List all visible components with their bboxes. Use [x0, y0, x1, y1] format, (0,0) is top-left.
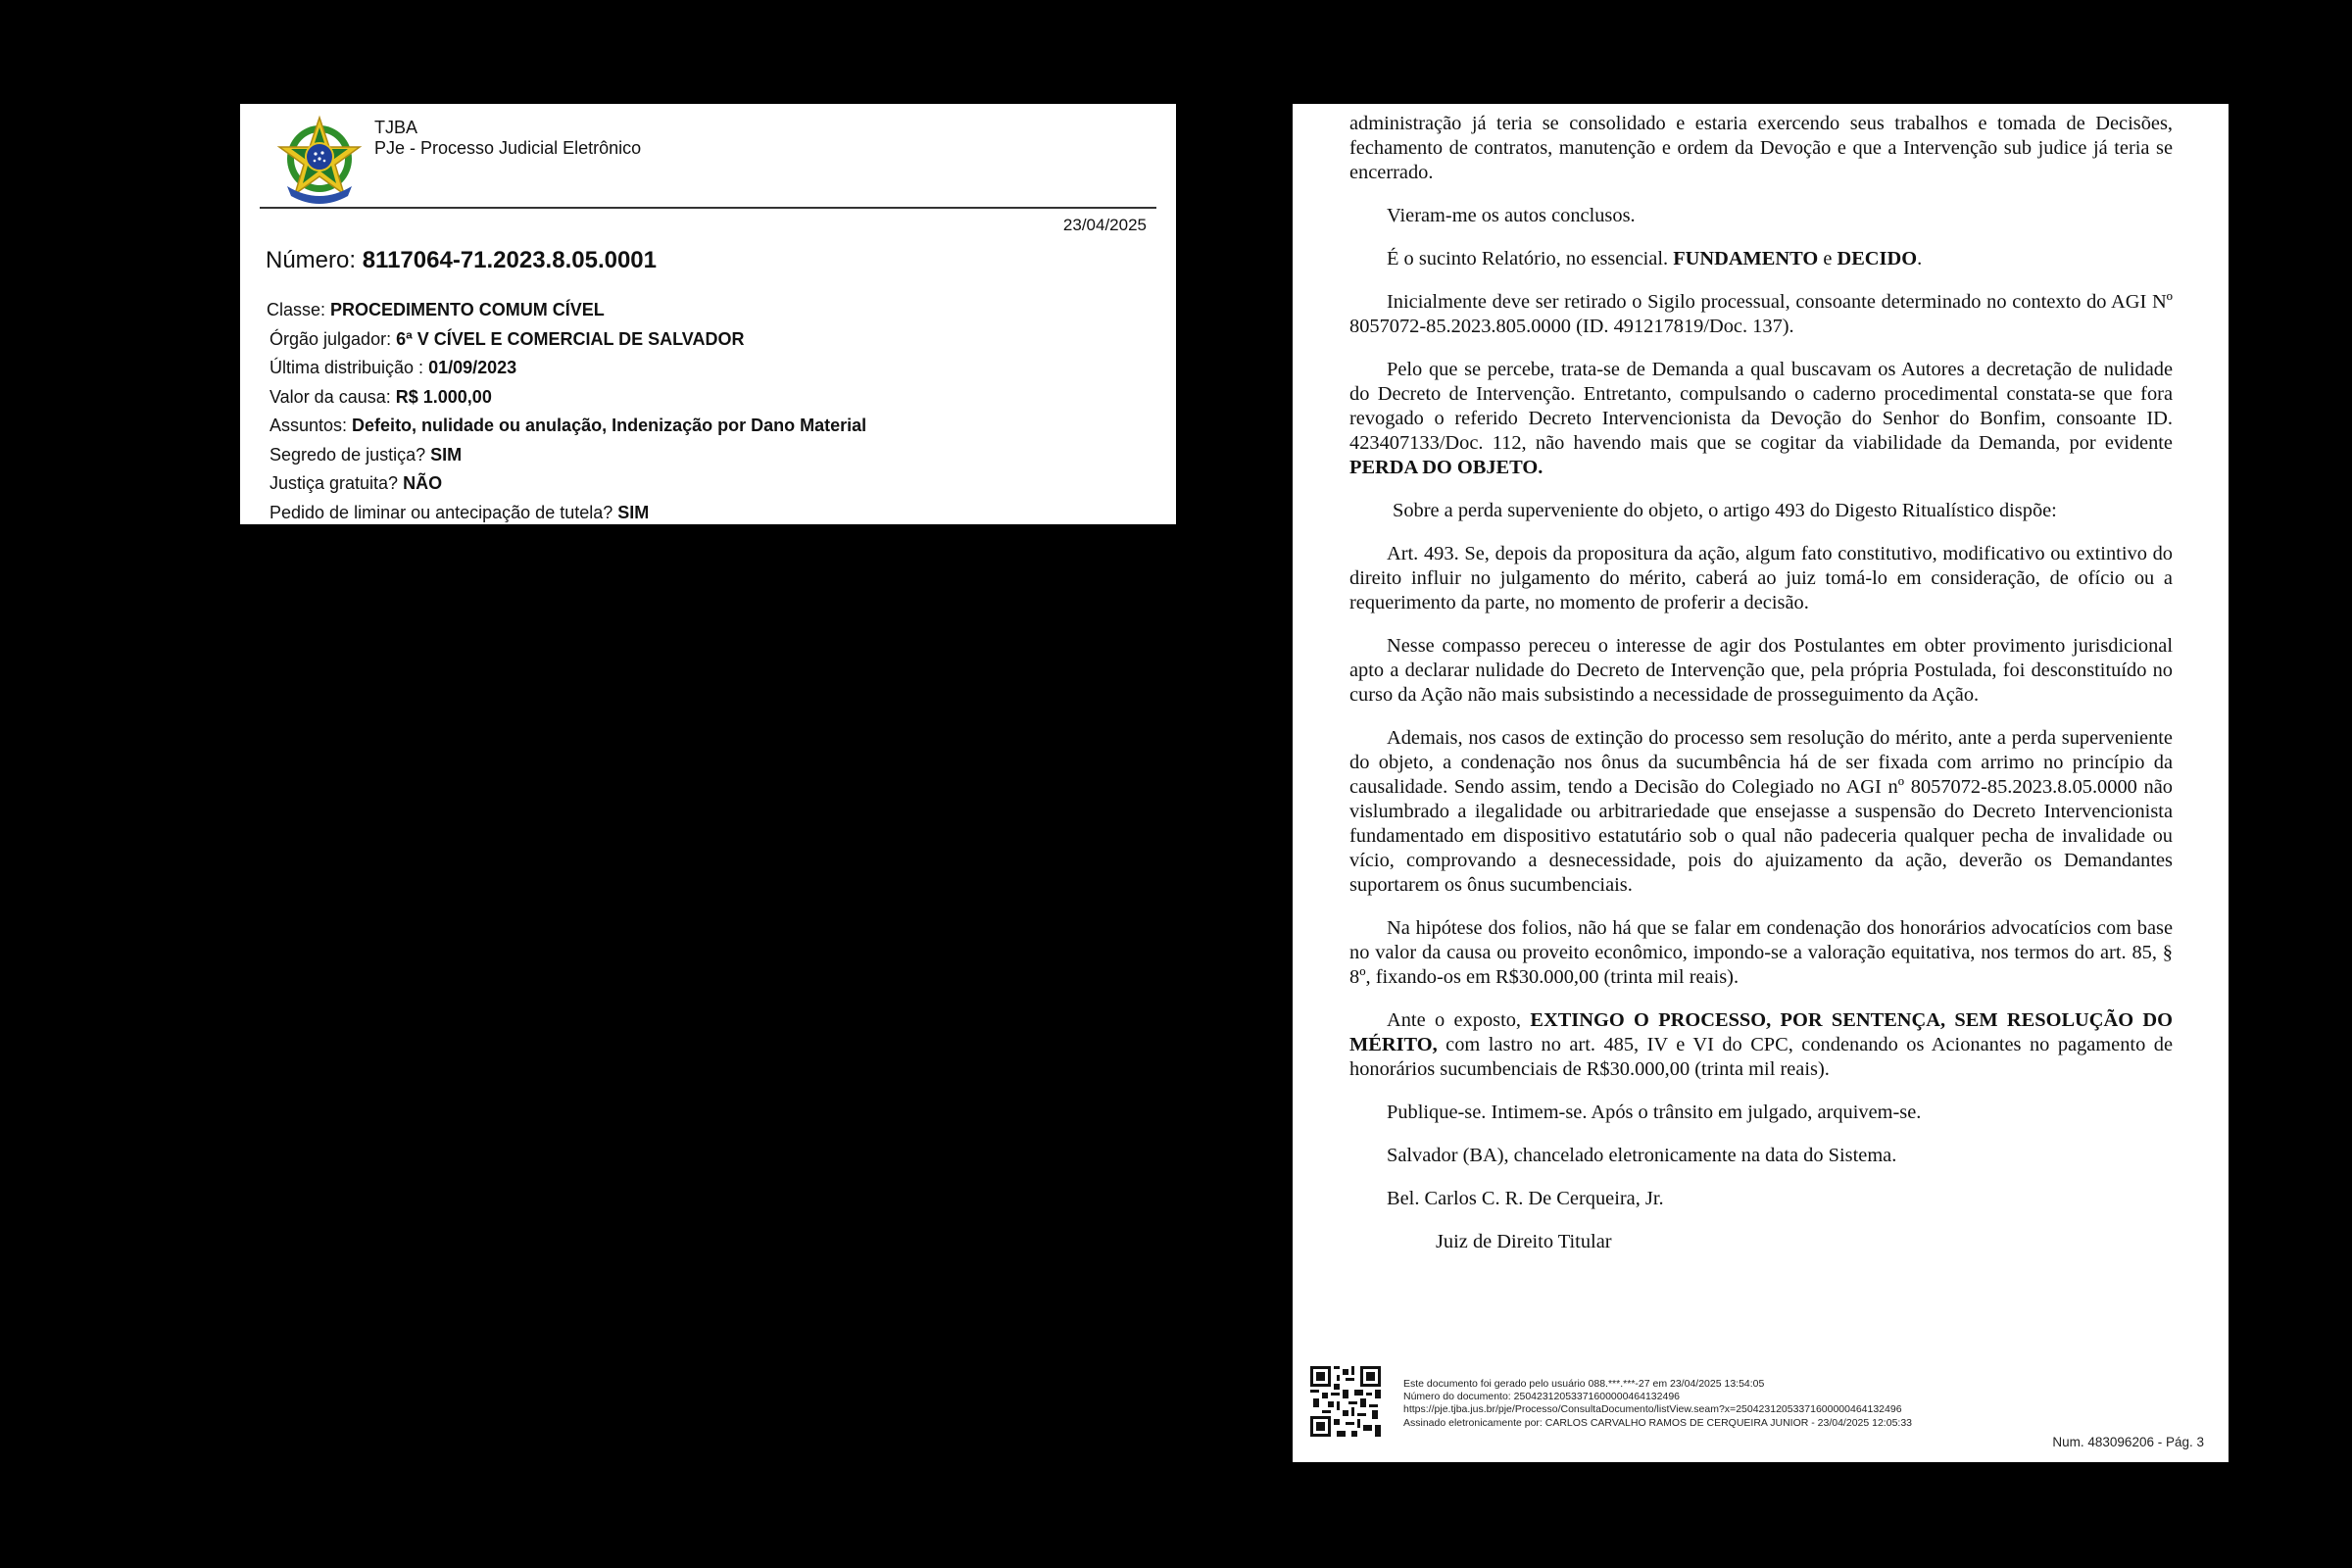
- paragraph: [1349, 247, 2173, 271]
- field-label: Justiça gratuita?: [270, 473, 404, 493]
- sentence-body: [1349, 112, 2173, 1273]
- field-value: R$ 1.000,00: [395, 386, 492, 407]
- paragraph: Na hipótese dos folios, não há que se falar em condenação dos honorários advocatícios com base no valor da causa ou proveito econômico, impondo-se a valoração equitativa, nos termos do art. 85, § 8º, fixando-os em R$30.000,00 (trinta mil reais).: [1349, 917, 2173, 988]
- document-url-link[interactable]: https://pje.tjba.jus.br/pje/Processo/ConsultaDocumento/listView.seam?x=25042312053371600000464132496: [1403, 1403, 1902, 1416]
- location-line: Salvador (BA), chancelado eletronicamente na data do Sistema.: [1387, 1145, 1897, 1166]
- judge-name: Bel. Carlos C. R. De Cerqueira, Jr.: [1387, 1188, 1664, 1209]
- process-number: [266, 247, 657, 274]
- paragraph: Vieram-me os autos conclusos.: [1387, 205, 1636, 226]
- field-value: NÃO: [403, 473, 443, 493]
- field-value: SIM: [617, 502, 650, 522]
- process-number-value: 8117064-71.2023.8.05.0001: [362, 247, 657, 273]
- field-label: Assuntos:: [270, 416, 353, 435]
- text: Pelo que se percebe, trata-se de Demanda a qual buscavam os Autores a decretação de nulidade do Decreto de Intervenção. Entretanto, compulsando o caderno procedimental constata-se que fora revogado o referido Decreto Intervencionista da Devoção do Senhor do Bonfim, consoante ID. 423407133/Doc. 112, não havendo mais que se cogitar da viabilidade da Demanda, por evidente: [1349, 359, 2173, 454]
- bold-text: DECIDO: [1837, 248, 1918, 270]
- paragraph: Publique-se. Intimem-se. Após o trânsito em julgado, arquivem-se.: [1387, 1102, 1922, 1123]
- field-label: Classe:: [267, 300, 331, 319]
- field-value: 6ª V CÍVEL E COMERCIAL DE SALVADOR: [396, 328, 745, 349]
- process-number-label: Número:: [266, 247, 363, 273]
- ruling-paragraph: [1349, 1008, 2173, 1082]
- text: e: [1818, 248, 1838, 270]
- paragraph: Sobre a perda superveniente do objeto, o artigo 493 do Digesto Ritualístico dispõe:: [1393, 500, 2057, 521]
- field-value: PROCEDIMENTO COMUM CÍVEL: [330, 300, 605, 319]
- field-pedido-liminar: [270, 499, 866, 528]
- sentence-page: [1293, 104, 2229, 1462]
- field-label: Última distribuição :: [270, 358, 429, 377]
- paragraph: administração já teria se consolidado e estaria exercendo seus trabalhos e tomada de Decisões, fechamento de contratos, manutenção e ordem da Devoção e que a Intervenção sub judice já teria se encerrado.: [1349, 113, 2173, 183]
- court-header: [374, 118, 641, 159]
- document-date: 23/04/2025: [1062, 216, 1147, 234]
- text: .: [1917, 248, 1923, 270]
- text: É o sucinto Relatório, no essencial.: [1387, 248, 1674, 270]
- field-label: Órgão julgador:: [270, 328, 397, 349]
- court-name: TJBA: [374, 118, 418, 137]
- paragraph: Nesse compasso pereceu o interesse de agir dos Postulantes em obter provimento jurisdicional apto a declarar nulidade do Decreto de Intervenção que, pela própria Postulada, foi desconstituído no curso da Ação não mais subsistindo a necessidade de prosseguimento da Ação.: [1349, 635, 2173, 706]
- generated-by-line: Este documento foi gerado pelo usuário 088.***.***-27 em 23/04/2025 13:54:05: [1403, 1378, 1765, 1390]
- quoted-article: Art. 493. Se, depois da propositura da ação, algum fato constitutivo, modificativo ou extintivo do direito influir no julgamento do mérito, caberá ao juiz tomá-lo em consideração, de ofício ou a requerimento da parte, no momento de proferir a decisão.: [1349, 543, 2173, 613]
- field-value: 01/09/2023: [428, 358, 517, 377]
- paragraph: [1349, 358, 2173, 480]
- text: com lastro no art. 485, IV e VI do CPC, condenando os Acionantes no pagamento de honorários sucumbenciais de R$30.000,00 (trinta mil reais).: [1349, 1034, 2173, 1080]
- field-label: Valor da causa:: [270, 386, 396, 407]
- process-details: [267, 296, 867, 527]
- field-orgao-julgador: [270, 325, 866, 355]
- field-label: Pedido de liminar ou antecipação de tutela?: [270, 502, 618, 522]
- field-classe: [267, 296, 866, 325]
- signed-by-line: Assinado eletronicamente por: CARLOS CARVALHO RAMOS DE CERQUEIRA JUNIOR - 23/04/2025 12:05:33: [1403, 1416, 1913, 1429]
- bold-text: EXTINGO O PROCESSO, POR SENTENÇA, SEM RESOLUÇÃO DO MÉRITO,: [1349, 1009, 2174, 1055]
- brazil-coat-of-arms-icon: [275, 110, 364, 208]
- bold-text: PERDA DO OBJETO.: [1349, 457, 1544, 478]
- document-number-line: Número do documento: 25042312053371600000464132496: [1403, 1391, 1680, 1403]
- field-ultima-distribuicao: [270, 354, 866, 383]
- field-label: Segredo de justiça?: [270, 444, 431, 465]
- process-cover-page: [240, 104, 1176, 524]
- judge-title: Juiz de Direito Titular: [1436, 1231, 1612, 1252]
- bold-text: FUNDAMENTO: [1673, 248, 1819, 270]
- field-assuntos: [270, 412, 866, 441]
- field-value: Defeito, nulidade ou anulação, Indenização por Dano Material: [352, 416, 867, 435]
- header-divider: [260, 207, 1156, 209]
- electronic-signature-footer: [1403, 1378, 1912, 1430]
- qr-code-icon: [1310, 1366, 1381, 1437]
- field-justica-gratuita: [270, 469, 866, 499]
- field-segredo-justica: [270, 441, 866, 470]
- field-value: SIM: [430, 444, 463, 465]
- system-name: PJe - Processo Judicial Eletrônico: [374, 138, 642, 158]
- paragraph: Inicialmente deve ser retirado o Sigilo processual, consoante determinado no contexto do AGI Nº 8057072-85.2023.805.0000 (ID. 491217819/Doc. 137).: [1349, 291, 2173, 337]
- page-number: Num. 483096206 - Pág. 3: [2052, 1435, 2204, 1449]
- paragraph: Ademais, nos casos de extinção do processo sem resolução do mérito, ante a perda superveniente do objeto, a condenação nos ônus da sucumbência há de ser fixada com arrimo no princípio da causalidade. Sendo assim, tendo a Decisão do Colegiado no AGI nº 8057072-85.2023.8.05.0000 não vislumbrado a ilegalidade ou arbitrariedade que ensejasse a suspensão do Decreto Intervencionista fundamentado em dispositivo estatutário sob o qual não padeceria qualquer pecha de invalidade ou vício, comprovando a desnecessidade, pois do ajuizamento da ação, deverão os Demandantes suportarem os ônus sucumbenciais.: [1349, 727, 2173, 896]
- text: Ante o exposto,: [1387, 1009, 1531, 1031]
- field-valor-causa: [270, 383, 866, 413]
